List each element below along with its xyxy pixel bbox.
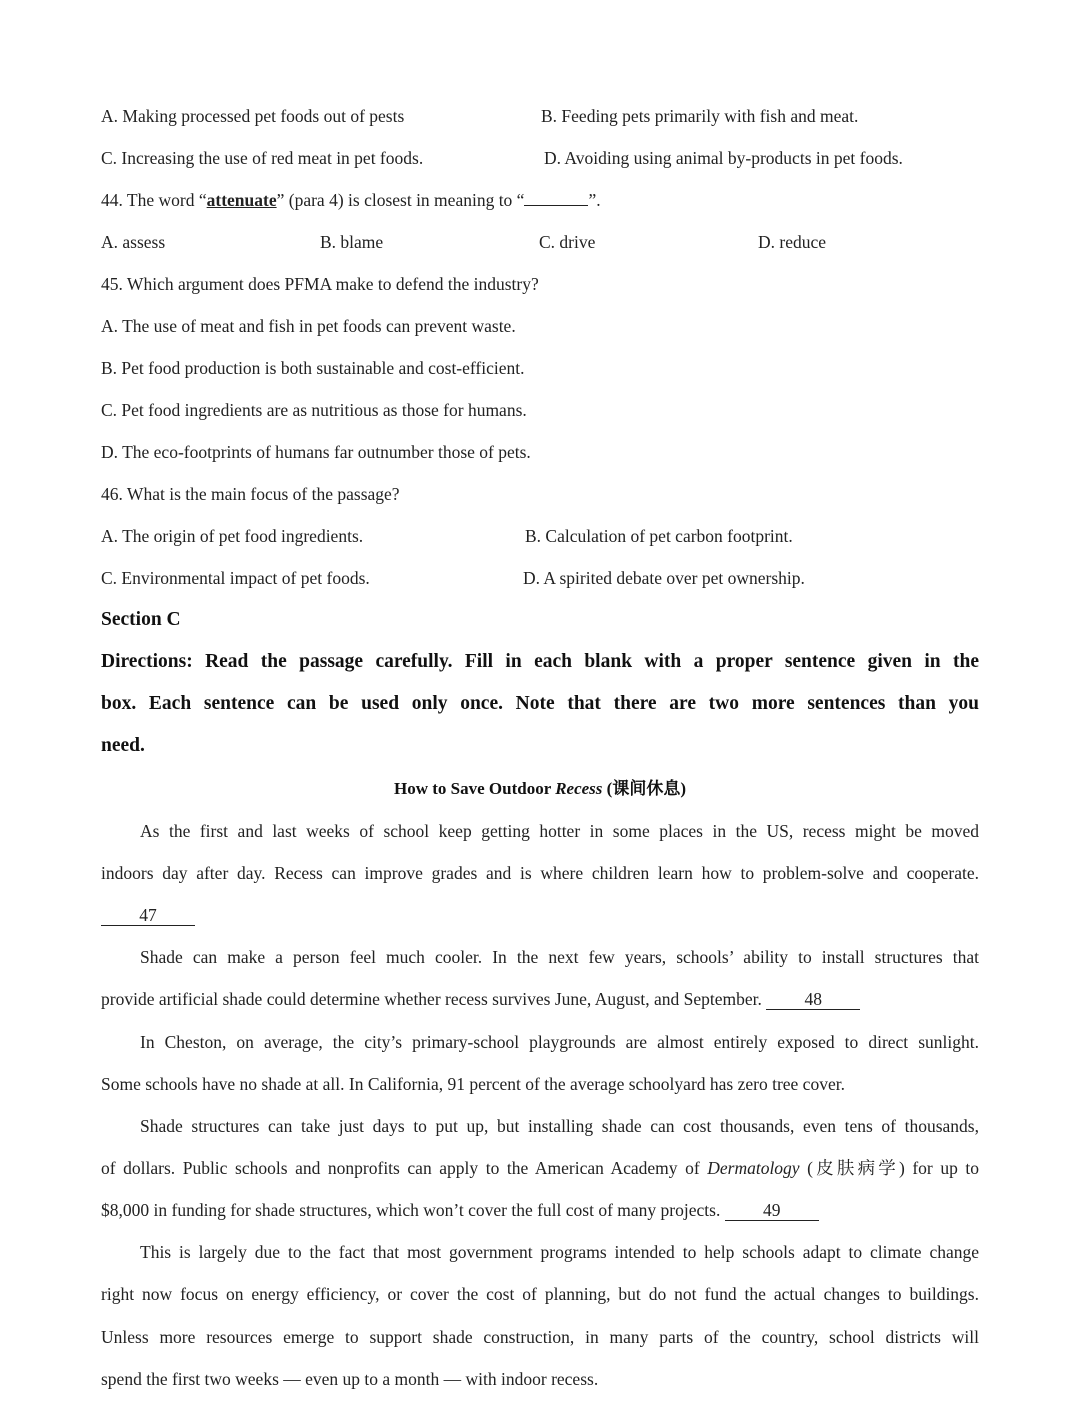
blank-48[interactable]: 48 <box>766 989 860 1010</box>
q45-option-b: B. Pet food production is both sustainable and cost-efficient. <box>101 358 525 378</box>
q45-question: 45. Which argument does PFMA make to defend the industry? <box>101 274 539 294</box>
paragraph-1-line-1: As the first and last weeks of school keep getting hotter in some places in the US, recess might be moved <box>140 821 979 841</box>
directions-line-1: Directions: Read the passage carefully. Fill in each blank with a proper sentence given in the <box>101 651 979 672</box>
q44-prefix: 44. The word “ <box>101 190 207 210</box>
directions-line-3: need. <box>101 735 145 756</box>
q45-option-c: C. Pet food ingredients are as nutritious as those for humans. <box>101 400 527 420</box>
passage-title <box>0 778 1080 800</box>
q44-word: attenuate <box>206 190 277 210</box>
q46-option-b: B. Calculation of pet carbon footprint. <box>525 526 793 546</box>
q46-option-c: C. Environmental impact of pet foods. <box>101 568 370 588</box>
q43-option-c: C. Increasing the use of red meat in pet foods. <box>101 148 424 168</box>
paragraph-2-line-2 <box>101 988 860 1010</box>
q44-option-d: D. reduce <box>758 232 827 252</box>
passage-title-text: How to Save Outdoor <box>394 779 556 798</box>
paragraph-4-line-2-text: of dollars. Public schools and nonprofits can apply to the American Academy of <box>101 1158 708 1178</box>
paragraph-4-line-2-gloss: (皮肤病学) for up to <box>799 1158 979 1178</box>
paragraph-2-line-2-text: provide artificial shade could determine whether recess survives June, August, and September. <box>101 989 767 1009</box>
q44-middle: ” (para 4) is closest in meaning to “ <box>276 190 525 210</box>
directions-line-2: box. Each sentence can be used only once. Note that there are two more sentences than you <box>101 693 979 714</box>
passage-title-italic: Recess <box>555 779 603 798</box>
q46-question: 46. What is the main focus of the passage? <box>101 484 400 504</box>
paragraph-4-line-2 <box>101 1157 979 1179</box>
paragraph-4-italic-term: Dermatology <box>707 1158 800 1178</box>
paragraph-5-line-4: spend the first two weeks — even up to a month — with indoor recess. <box>101 1369 599 1389</box>
paragraph-5-line-1: This is largely due to the fact that most government programs intended to help schools adapt to climate change <box>140 1242 979 1262</box>
paragraph-5-line-2: right now focus on energy efficiency, or cover the cost of planning, but do not fund the actual changes to buildings. <box>101 1284 979 1304</box>
paragraph-2-line-1: Shade can make a person feel much cooler. In the next few years, schools’ ability to install structures that <box>140 947 979 967</box>
blank-49[interactable]: 49 <box>725 1200 819 1221</box>
q45-option-d: D. The eco-footprints of humans far outnumber those of pets. <box>101 442 531 462</box>
paragraph-4-line-1: Shade structures can take just days to put up, but installing shade can cost thousands, even tens of thousands, <box>140 1116 979 1136</box>
section-title: Section C <box>101 609 181 630</box>
q44-suffix: ”. <box>588 190 601 210</box>
q43-option-b: B. Feeding pets primarily with fish and meat. <box>541 106 859 126</box>
q44-option-a: A. assess <box>101 232 166 252</box>
paragraph-1-line-2: indoors day after day. Recess can improve grades and is where children learn how to problem-solve and cooperate. <box>101 863 979 883</box>
paragraph-3-line-1: In Cheston, on average, the city’s primary-school playgrounds are almost entirely exposed to direct sunlight. <box>140 1032 979 1052</box>
q43-option-d: D. Avoiding using animal by-products in pet foods. <box>544 148 903 168</box>
blank-47-line <box>101 904 195 926</box>
q46-option-d: D. A spirited debate over pet ownership. <box>523 568 805 588</box>
paragraph-3-line-2: Some schools have no shade at all. In California, 91 percent of the average schoolyard has zero tree cover. <box>101 1074 845 1094</box>
paragraph-4-line-3 <box>101 1199 819 1221</box>
paragraph-4-line-3-text: $8,000 in funding for shade structures, which won’t cover the full cost of many projects. <box>101 1200 725 1220</box>
q44-blank <box>524 205 588 206</box>
blank-47[interactable]: 47 <box>101 905 195 926</box>
q44-option-c: C. drive <box>539 232 596 252</box>
passage-title-gloss: (课间休息) <box>602 779 686 798</box>
q44-question <box>101 189 601 211</box>
q43-option-a: A. Making processed pet foods out of pests <box>101 106 405 126</box>
paragraph-5-line-3: Unless more resources emerge to support shade construction, in many parts of the country, school districts will <box>101 1327 979 1347</box>
q44-option-b: B. blame <box>320 232 384 252</box>
q45-option-a: A. The use of meat and fish in pet foods can prevent waste. <box>101 316 516 336</box>
q46-option-a: A. The origin of pet food ingredients. <box>101 526 364 546</box>
